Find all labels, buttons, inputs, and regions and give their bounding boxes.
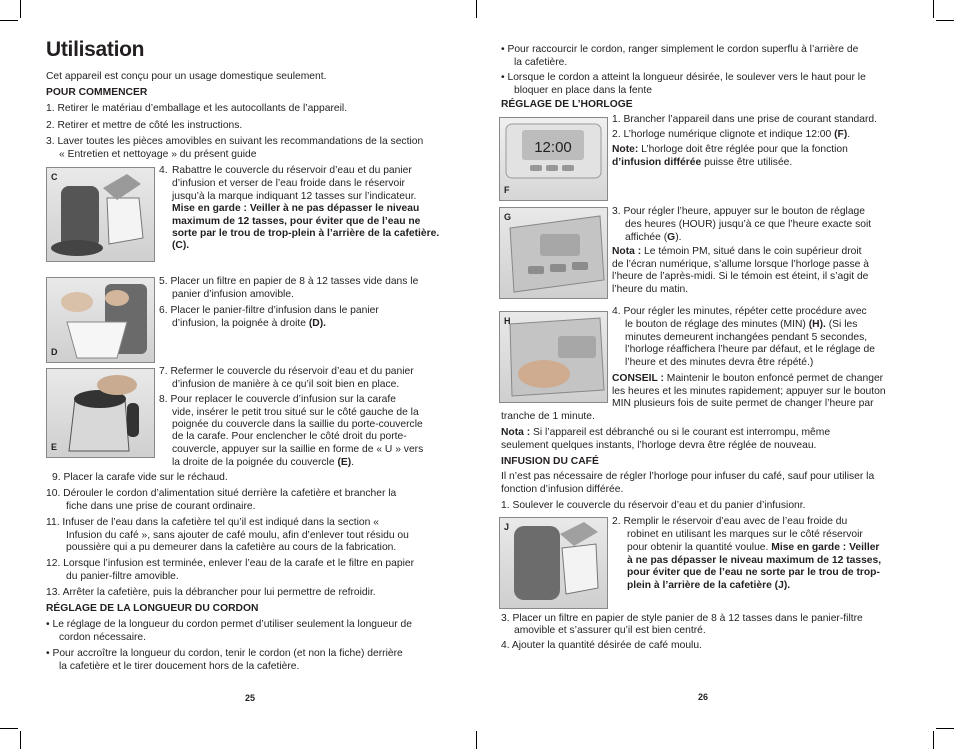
step-12-line2: du panier-filtre amovible. — [66, 571, 179, 582]
step-4-line2: d’infusion et verser de l’eau froide dans le réservoir — [172, 178, 405, 189]
brew-step-3-line1: 3. Placer un filtre en papier de style panier de 8 à 12 tasses dans le panier-filtre — [501, 613, 863, 624]
clock-step-3-ref: G — [667, 232, 676, 243]
step-7-line1: 7. Refermer le couvercle du réservoir d’eau et du panier — [159, 366, 414, 377]
brew-intro-line2: fonction d’infusion différée. — [501, 484, 624, 495]
step-7-line2: d’infusion de manière à ce qu’il soit bien en place. — [172, 379, 400, 390]
step-6-line2 — [172, 318, 326, 331]
filter-basket-illustration — [47, 278, 154, 362]
figure-c-label: C — [51, 172, 58, 182]
page-title: Utilisation — [46, 38, 145, 61]
figure-e-label: E — [51, 442, 58, 453]
figure-h-label: H — [504, 316, 511, 326]
nota-1-label: Nota : — [612, 246, 642, 257]
note-1-line1 — [612, 144, 848, 157]
clock-step-2-ref: (F) — [834, 129, 848, 140]
clock-step-4-text: le bouton de réglage des minutes (MIN) — [625, 319, 809, 330]
step-8-end: . — [351, 457, 355, 468]
nota-1-line1 — [612, 246, 862, 259]
coffee-maker-pouring-illustration — [47, 168, 154, 261]
clock-step-3-text: affichée ( — [625, 232, 668, 243]
cord-bullet-4-line2: bloquer en place dans la fente — [514, 85, 652, 96]
cord-bullet-3-line1: • Pour raccourcir le cordon, ranger simplement le cordon superflu à l’arrière de — [501, 44, 859, 55]
clock-display-illustration — [500, 118, 607, 200]
clock-step-2-end: . — [847, 129, 851, 140]
clock-step-1: 1. Brancher l’appareil dans une prise de courant standard. — [612, 114, 878, 125]
nota-2-line2: seulement quelques instants, l’horloge devra être réglée de nouveau. — [501, 440, 817, 451]
figure-d-image — [46, 277, 155, 363]
step-11-line2: Infusion du café », sans ajouter de café moulu, afin d’enlever tout résidu ou — [66, 530, 409, 541]
cord-bullet-1-line1: • Le réglage de la longueur du cordon permet d’utiliser seulement la longueur de — [46, 619, 412, 630]
figure-c-image — [46, 167, 155, 262]
clock-step-3-line1: 3. Pour régler l’heure, appuyer sur le bouton de réglage — [612, 206, 866, 217]
step-12-line1: 12. Lorsque l’infusion est terminée, enlever l’eau de la carafe et le filtre en papier — [46, 558, 415, 569]
brew-step-2-warning3: pour éviter que de l’eau ne sorte par le trou de trop- — [627, 567, 880, 578]
heading-pour-commencer: POUR COMMENCER — [46, 87, 148, 98]
clock-step-4-text-end: (Si les — [825, 319, 858, 330]
step-6-figure-ref: (D). — [308, 318, 326, 329]
step-3-line2: « Entretien et nettoyage » du présent guide — [59, 149, 257, 160]
clock-step-3-line3 — [625, 232, 681, 245]
conseil-label: CONSEIL : — [612, 373, 664, 384]
nota-2-text: Si l’appareil est débranché ou si le courant est interrompu, même — [530, 427, 831, 438]
conseil-line3: MIN plusieurs fois de suite permet de changer l’heure par — [612, 398, 874, 409]
step-4-warning1: Mise en garde : Veiller à ne pas dépasser le niveau — [172, 203, 420, 214]
minute-button-illustration — [500, 312, 607, 402]
nota-1-line2: de l’écran numérique, s’allume lorsque l’horloge passe à — [612, 259, 869, 270]
note-1-line2 — [612, 157, 792, 170]
step-8-line2: vide, insérer le petit trou situé sur le côté gauche de la — [172, 407, 419, 418]
conseil-line4: tranche de 1 minute. — [501, 411, 595, 422]
brew-step-2-warning4: plein à l’arrière de la cafetière (J). — [627, 580, 791, 591]
step-10-line2: fiche dans une prise de courant ordinaire. — [66, 501, 256, 512]
cord-bullet-2-line2: la cafetière et le tirer doucement hors de la cafetière. — [59, 661, 300, 672]
cord-bullet-3-line2: la cafetière. — [514, 57, 568, 68]
figure-f-label: F — [504, 185, 510, 196]
brew-step-2-warning2: à ne pas dépasser le niveau maximum de 12 tasses, — [627, 555, 882, 566]
step-5-line2: panier d’infusion amovible. — [172, 289, 294, 300]
brew-step-2-line1: 2. Remplir le réservoir d’eau avec de l’eau froide du — [612, 516, 848, 527]
cord-bullet-4-line1: • Lorsque le cordon a atteint la longueur désirée, le soulever vers le haut pour le — [501, 72, 866, 83]
step-1: 1. Retirer le matériau d’emballage et les autocollants de l’appareil. — [46, 103, 348, 114]
step-8-line6 — [172, 457, 354, 470]
step-13: 13. Arrêter la cafetière, puis la débrancher pour lui permettre de refroidir. — [46, 587, 376, 598]
figure-j-label: J — [504, 522, 510, 532]
clock-step-3-line2: des heures (HOUR) jusqu’à ce que l’heure exacte soit — [625, 219, 872, 230]
step-9: 9. Placer la carafe vide sur le réchaud. — [52, 472, 228, 483]
step-2: 2. Retirer et mettre de côté les instructions. — [46, 120, 243, 131]
heading-brewing: INFUSION DU CAFÉ — [501, 456, 599, 467]
cord-bullet-2-line1: • Pour accroître la longueur du cordon, tenir le cordon (et non la fiche) derrière — [46, 648, 403, 659]
page-number-left: 25 — [245, 693, 256, 703]
clock-display-time: 12:00 — [534, 139, 572, 156]
step-8-line3: poignée du couvercle dans la saillie du porte-couvercle — [172, 419, 423, 430]
figure-d-label: D — [51, 347, 58, 358]
brew-step-4: 4. Ajouter la quantité désirée de café moulu. — [501, 640, 702, 651]
figure-h-image — [499, 311, 608, 403]
step-4-line3: jusqu’à la marque indiquant 12 tasses sur l’indicateur. — [172, 191, 417, 202]
conseil-text: Maintenir le bouton enfoncé permet de changer — [663, 373, 884, 384]
figure-j-image — [499, 517, 608, 609]
step-10-line1: 10. Dérouler le cordon d’alimentation situé derrière la cafetière et brancher la — [46, 488, 397, 499]
step-8-line1: 8. Pour replacer le couvercle d’infusion sur la carafe — [159, 394, 396, 405]
nota-1-text: Le témoin PM, situé dans le coin supérieur droit — [641, 246, 862, 257]
conseil-line1 — [612, 373, 883, 386]
carafe-lid-illustration — [47, 369, 154, 457]
step-6-line1: 6. Placer le panier-filtre d’infusion dans le panier — [159, 305, 379, 316]
hour-button-illustration — [500, 208, 607, 298]
step-11-line3: poussière qui a pu demeurer dans la cafetière au cours de la fabrication. — [66, 542, 397, 553]
water-reservoir-illustration — [500, 518, 607, 608]
brew-step-2-text: pour obtenir la quantité voulue. — [627, 542, 772, 553]
clock-step-4-line4: l’horloge réaffichera l’heure par défaut, et le réglage de — [625, 344, 875, 355]
brew-step-2-line2: robinet en utilisant les marques sur le côté réservoir — [627, 529, 863, 540]
step-4-line1: Rabattre le couvercle du réservoir d’eau et du panier — [172, 165, 412, 176]
clock-step-4-line1: 4. Pour régler les minutes, répéter cette procédure avec — [612, 306, 867, 317]
figure-e-image — [46, 368, 155, 458]
clock-step-2 — [612, 129, 850, 142]
step-4-warning4: (C). — [172, 240, 190, 251]
step-3-line1: 3. Laver toutes les pièces amovibles en suivant les recommandations de la section — [46, 136, 424, 147]
note-1-label: Note: — [612, 144, 639, 155]
clock-step-4-line5: l’heure et des minutes devra être répété.) — [625, 357, 814, 368]
step-8-line4: de la carafe. Pour enclencher le côté droit du porte- — [172, 431, 407, 442]
step-4-warning3: sorte par le trou de trop-plein à l’arrière de la cafetière. — [172, 228, 440, 239]
clock-step-4-line2 — [625, 319, 857, 332]
step-8-figure-ref: (E) — [337, 457, 352, 468]
note-1-text-end: puisse être utilisée. — [701, 157, 793, 168]
note-1-bold: d’infusion différée — [612, 157, 702, 168]
clock-step-4-line3: minutes demeurent inchangées pendant 5 secondes, — [625, 332, 868, 343]
figure-f-image — [499, 117, 608, 201]
clock-step-4-ref: (H). — [808, 319, 826, 330]
intro-text: Cet appareil est conçu pour un usage domestique seulement. — [46, 71, 327, 82]
step-8-text: la droite de la poignée du couvercle — [172, 457, 338, 468]
nota-1-line3: l’heure de l’après-midi. Si le témoin est éteint, il s’agit de — [612, 271, 869, 282]
brew-step-3-line2: amovible et s’assurer qu’il est bien centré. — [514, 625, 706, 636]
conseil-line2: les heures et les minutes rapidement; appuyer sur le bouton — [612, 386, 886, 397]
brew-intro-line1: Il n’est pas nécessaire de régler l’horloge pour infuser du café, sauf pour utiliser la — [501, 471, 875, 482]
heading-clock: RÉGLAGE DE L’HORLOGE — [501, 99, 633, 110]
step-4-warning2: maximum de 12 tasses, pour éviter que de l’eau ne — [172, 216, 421, 227]
clock-step-3-end: ). — [675, 232, 682, 243]
step-8-line5: couvercle, appuyer sur la saillie en forme de « U » vers — [172, 444, 424, 455]
page-number-right: 26 — [698, 692, 709, 702]
step-4-number: 4. — [159, 165, 168, 176]
brew-step-2-line3 — [627, 542, 879, 555]
step-11-line1: 11. Infuser de l’eau dans la cafetière tel qu’il est indiqué dans la section « — [46, 517, 379, 528]
step-5-line1: 5. Placer un filtre en papier de 8 à 12 tasses vide dans le — [159, 276, 419, 287]
figure-g-label: G — [504, 212, 512, 222]
nota-2-label: Nota : — [501, 427, 531, 438]
step-6-text: d’infusion, la poignée à droite — [172, 318, 309, 329]
nota-2-line1 — [501, 427, 830, 440]
nota-1-line4: l’heure du matin. — [612, 284, 689, 295]
clock-step-2-text: 2. L’horloge numérique clignote et indique 12:00 — [612, 129, 835, 140]
brew-step-2-warning-start: Mise en garde : Veiller — [771, 542, 880, 553]
right-page — [477, 0, 954, 749]
cord-bullet-1-line2: cordon nécessaire. — [59, 632, 147, 643]
figure-g-image — [499, 207, 608, 299]
heading-cord-length: RÉGLAGE DE LA LONGUEUR DU CORDON — [46, 603, 259, 614]
brew-step-1: 1. Soulever le couvercle du réservoir d’eau et du panier d’infusionr. — [501, 500, 806, 511]
note-1-text: L’horloge doit être réglée pour que la fonction — [638, 144, 848, 155]
